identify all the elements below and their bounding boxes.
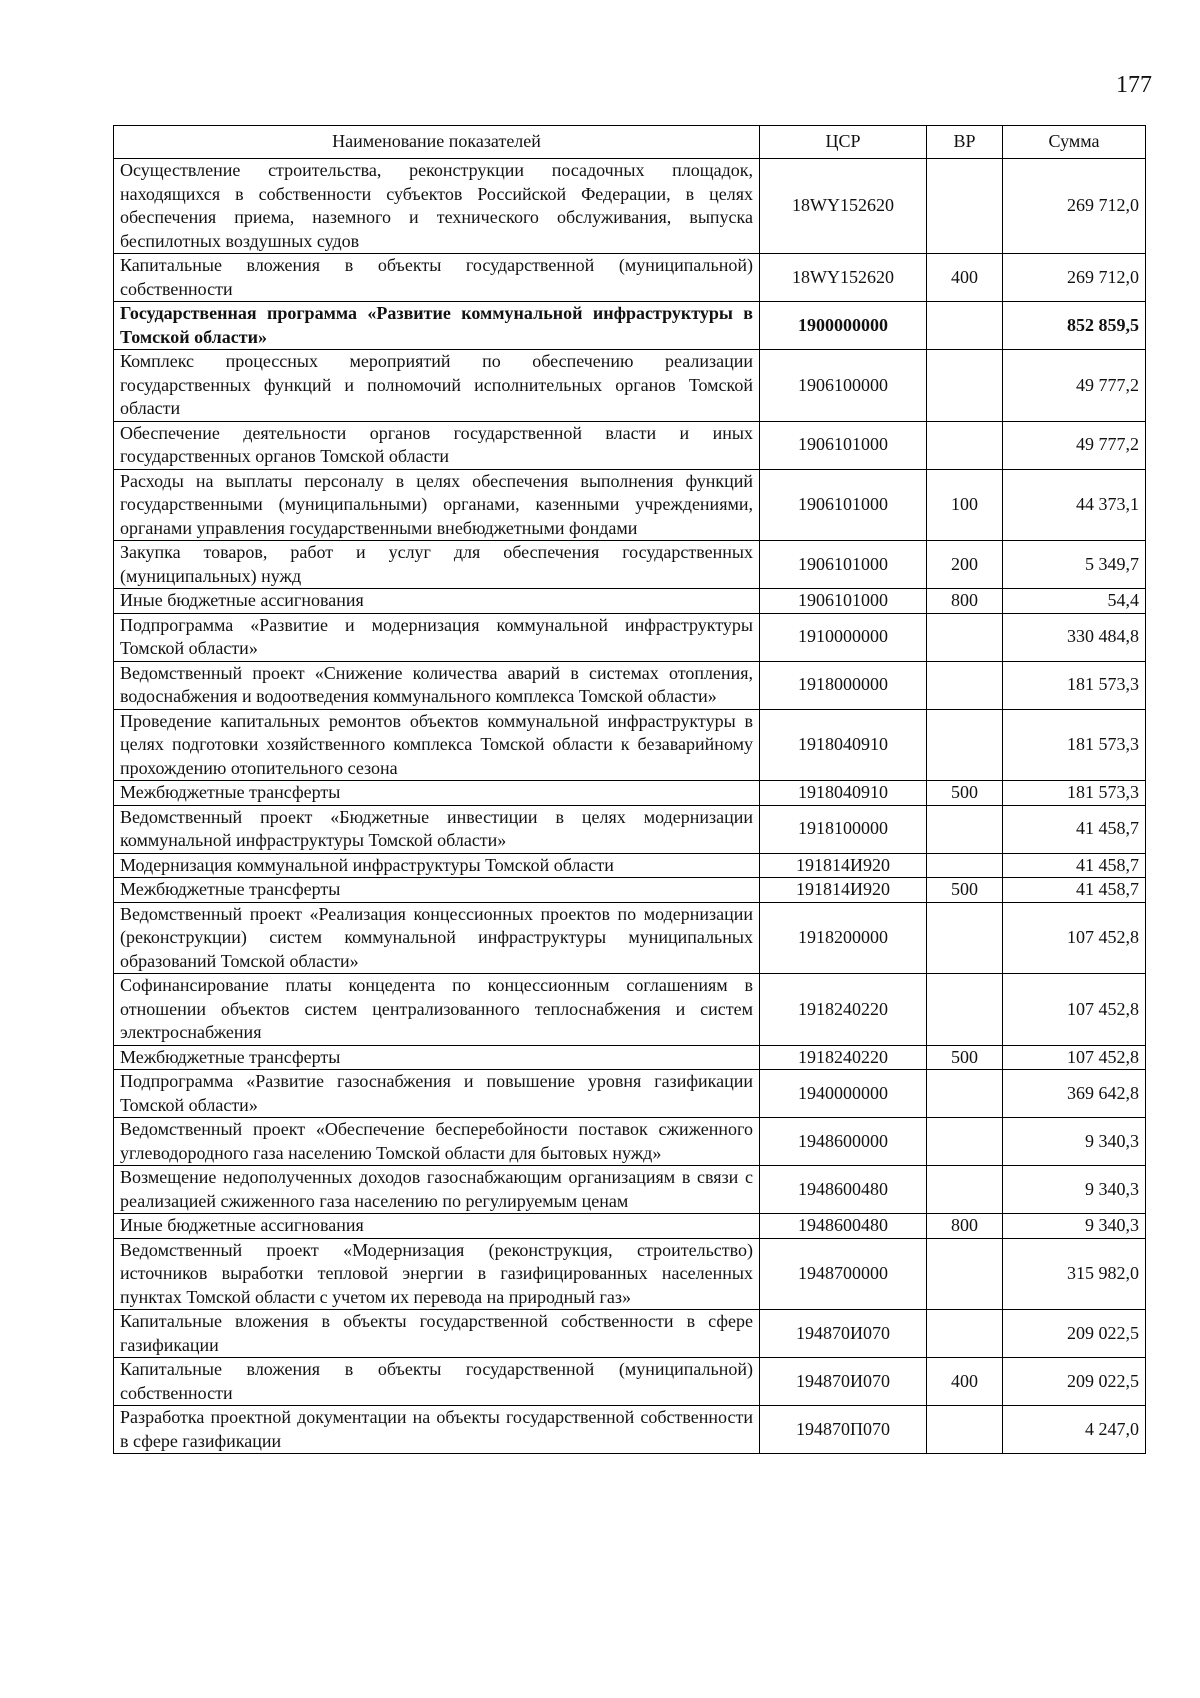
row-name-cell: Иные бюджетные ассигнования	[114, 589, 760, 614]
row-sum-cell: 330 484,8	[1003, 613, 1146, 661]
table-row	[114, 1310, 1146, 1358]
row-vr-cell: 200	[927, 541, 1003, 589]
row-name-cell: Государственная программа «Развитие коммунальной инфраструктуры в Томской области»	[114, 302, 760, 350]
row-vr-cell	[927, 350, 1003, 422]
row-csr-cell: 1948600000	[760, 1118, 927, 1166]
row-name-cell: Возмещение недополученных доходов газоснабжающим организациям в связи с реализацией сжиженного газа населению по регулируемым ценам	[114, 1166, 760, 1214]
header-vr: ВР	[927, 126, 1003, 159]
row-sum-cell: 107 452,8	[1003, 902, 1146, 974]
row-sum-cell: 9 340,3	[1003, 1166, 1146, 1214]
row-name-cell: Модернизация коммунальной инфраструктуры Томской области	[114, 853, 760, 878]
row-csr-cell: 18WY152620	[760, 159, 927, 254]
row-vr-cell: 400	[927, 254, 1003, 302]
row-vr-cell	[927, 159, 1003, 254]
row-name-cell: Проведение капитальных ремонтов объектов коммунальной инфраструктуры в целях подготовки хозяйственного комплекса Томской области к безаварийному прохождению отопительного сезона	[114, 709, 760, 781]
table-row	[114, 1118, 1146, 1166]
row-vr-cell	[927, 1118, 1003, 1166]
row-name-cell: Подпрограмма «Развитие газоснабжения и повышение уровня газификации Томской области»	[114, 1070, 760, 1118]
row-name-cell: Ведомственный проект «Снижение количества аварий в системах отопления, водоснабжения и водоотведения коммунального комплекса Томской области»	[114, 661, 760, 709]
row-sum-cell: 54,4	[1003, 589, 1146, 614]
row-csr-cell: 1906101000	[760, 589, 927, 614]
table-row	[114, 709, 1146, 781]
row-name-cell: Иные бюджетные ассигнования	[114, 1214, 760, 1239]
row-name-cell: Ведомственный проект «Бюджетные инвестиции в целях модернизации коммунальной инфраструктуры Томской области»	[114, 805, 760, 853]
row-vr-cell	[927, 661, 1003, 709]
row-vr-cell	[927, 974, 1003, 1046]
row-name-cell: Ведомственный проект «Модернизация (реконструкция, строительство) источников выработки тепловой энергии в газифицированных населенных пунктах Томской области с учетом их перевода на природный газ»	[114, 1238, 760, 1310]
row-name-cell: Межбюджетные трансферты	[114, 878, 760, 903]
row-name-cell: Подпрограмма «Развитие и модернизация коммунальной инфраструктуры Томской области»	[114, 613, 760, 661]
row-sum-cell: 315 982,0	[1003, 1238, 1146, 1310]
table-row	[114, 661, 1146, 709]
row-vr-cell: 500	[927, 878, 1003, 903]
table-row	[114, 1166, 1146, 1214]
row-vr-cell: 800	[927, 589, 1003, 614]
row-csr-cell: 194870И070	[760, 1358, 927, 1406]
table-row	[114, 1358, 1146, 1406]
row-vr-cell	[927, 853, 1003, 878]
header-sum: Сумма	[1003, 126, 1146, 159]
row-csr-cell: 1918240220	[760, 974, 927, 1046]
row-vr-cell	[927, 1310, 1003, 1358]
row-csr-cell: 1918240220	[760, 1045, 927, 1070]
row-sum-cell: 41 458,7	[1003, 805, 1146, 853]
table-row	[114, 878, 1146, 903]
table-row	[114, 1045, 1146, 1070]
row-csr-cell: 1948600480	[760, 1166, 927, 1214]
table-row	[114, 902, 1146, 974]
budget-table	[113, 125, 1146, 1454]
row-sum-cell: 181 573,3	[1003, 709, 1146, 781]
header-csr: ЦСР	[760, 126, 927, 159]
row-vr-cell: 100	[927, 469, 1003, 541]
row-vr-cell: 500	[927, 781, 1003, 806]
row-csr-cell: 1918000000	[760, 661, 927, 709]
row-sum-cell: 9 340,3	[1003, 1118, 1146, 1166]
row-sum-cell: 209 022,5	[1003, 1310, 1146, 1358]
row-vr-cell	[927, 902, 1003, 974]
row-name-cell: Капитальные вложения в объекты государственной собственности в сфере газификации	[114, 1310, 760, 1358]
row-name-cell: Капитальные вложения в объекты государственной (муниципальной) собственности	[114, 254, 760, 302]
row-vr-cell	[927, 302, 1003, 350]
row-name-cell: Межбюджетные трансферты	[114, 1045, 760, 1070]
row-sum-cell: 269 712,0	[1003, 254, 1146, 302]
table-row	[114, 541, 1146, 589]
row-csr-cell: 1906101000	[760, 421, 927, 469]
row-csr-cell: 18WY152620	[760, 254, 927, 302]
row-sum-cell: 44 373,1	[1003, 469, 1146, 541]
row-sum-cell: 49 777,2	[1003, 421, 1146, 469]
table-row	[114, 159, 1146, 254]
table-row	[114, 1238, 1146, 1310]
table-row	[114, 1214, 1146, 1239]
page-number: 177	[1116, 72, 1152, 98]
row-vr-cell	[927, 1070, 1003, 1118]
row-csr-cell: 1940000000	[760, 1070, 927, 1118]
table-row	[114, 781, 1146, 806]
row-csr-cell: 1906101000	[760, 469, 927, 541]
row-sum-cell: 269 712,0	[1003, 159, 1146, 254]
table-body	[114, 159, 1146, 1454]
row-csr-cell: 1910000000	[760, 613, 927, 661]
row-name-cell: Осуществление строительства, реконструкции посадочных площадок, находящихся в собственности субъектов Российской Федерации, в целях обеспечения приема, наземного и технического обслуживания, выпуска беспилотных воздушных судов	[114, 159, 760, 254]
row-sum-cell: 9 340,3	[1003, 1214, 1146, 1239]
table-row	[114, 350, 1146, 422]
row-sum-cell: 41 458,7	[1003, 853, 1146, 878]
row-sum-cell: 181 573,3	[1003, 781, 1146, 806]
row-vr-cell	[927, 709, 1003, 781]
row-name-cell: Софинансирование платы концедента по концессионным соглашениям в отношении объектов систем централизованного теплоснабжения и систем электроснабжения	[114, 974, 760, 1046]
table-row	[114, 254, 1146, 302]
row-name-cell: Капитальные вложения в объекты государственной (муниципальной) собственности	[114, 1358, 760, 1406]
row-csr-cell: 1918200000	[760, 902, 927, 974]
table-row	[114, 1406, 1146, 1454]
table-row	[114, 974, 1146, 1046]
row-csr-cell: 1906100000	[760, 350, 927, 422]
row-name-cell: Обеспечение деятельности органов государственной власти и иных государственных органов Томской области	[114, 421, 760, 469]
table-row	[114, 805, 1146, 853]
row-csr-cell: 1948700000	[760, 1238, 927, 1310]
row-sum-cell: 4 247,0	[1003, 1406, 1146, 1454]
row-name-cell: Межбюджетные трансферты	[114, 781, 760, 806]
table-row	[114, 302, 1146, 350]
row-csr-cell: 1906101000	[760, 541, 927, 589]
row-name-cell: Закупка товаров, работ и услуг для обеспечения государственных (муниципальных) нужд	[114, 541, 760, 589]
table-header-row	[114, 126, 1146, 159]
row-csr-cell: 1918100000	[760, 805, 927, 853]
row-csr-cell: 194870П070	[760, 1406, 927, 1454]
table-row	[114, 853, 1146, 878]
row-vr-cell	[927, 1238, 1003, 1310]
row-vr-cell	[927, 421, 1003, 469]
row-sum-cell: 209 022,5	[1003, 1358, 1146, 1406]
row-csr-cell: 1918040910	[760, 781, 927, 806]
row-name-cell: Разработка проектной документации на объекты государственной собственности в сфере газификации	[114, 1406, 760, 1454]
row-vr-cell: 400	[927, 1358, 1003, 1406]
row-vr-cell	[927, 1166, 1003, 1214]
row-sum-cell: 5 349,7	[1003, 541, 1146, 589]
row-csr-cell: 194870И070	[760, 1310, 927, 1358]
row-name-cell: Комплекс процессных мероприятий по обеспечению реализации государственных функций и полномочий исполнительных органов Томской области	[114, 350, 760, 422]
row-vr-cell	[927, 1406, 1003, 1454]
row-csr-cell: 1918040910	[760, 709, 927, 781]
table-row	[114, 1070, 1146, 1118]
row-csr-cell: 1900000000	[760, 302, 927, 350]
table-row	[114, 421, 1146, 469]
row-sum-cell: 107 452,8	[1003, 1045, 1146, 1070]
row-sum-cell: 852 859,5	[1003, 302, 1146, 350]
row-name-cell: Ведомственный проект «Обеспечение бесперебойности поставок сжиженного углеводородного газа населению Томской области для бытовых нужд»	[114, 1118, 760, 1166]
header-name: Наименование показателей	[114, 126, 760, 159]
row-vr-cell	[927, 805, 1003, 853]
row-vr-cell: 500	[927, 1045, 1003, 1070]
row-vr-cell: 800	[927, 1214, 1003, 1239]
row-csr-cell: 1948600480	[760, 1214, 927, 1239]
row-vr-cell	[927, 613, 1003, 661]
row-sum-cell: 107 452,8	[1003, 974, 1146, 1046]
row-name-cell: Расходы на выплаты персоналу в целях обеспечения выполнения функций государственными (муниципальными) органами, казенными учреждениями, органами управления государственными внебюджетными фондами	[114, 469, 760, 541]
row-sum-cell: 181 573,3	[1003, 661, 1146, 709]
row-sum-cell: 49 777,2	[1003, 350, 1146, 422]
row-csr-cell: 191814И920	[760, 853, 927, 878]
row-sum-cell: 41 458,7	[1003, 878, 1146, 903]
row-name-cell: Ведомственный проект «Реализация концессионных проектов по модернизации (реконструкции) систем коммунальной инфраструктуры муниципальных образований Томской области»	[114, 902, 760, 974]
table-row	[114, 589, 1146, 614]
table-row	[114, 613, 1146, 661]
table-row	[114, 469, 1146, 541]
row-csr-cell: 191814И920	[760, 878, 927, 903]
row-sum-cell: 369 642,8	[1003, 1070, 1146, 1118]
